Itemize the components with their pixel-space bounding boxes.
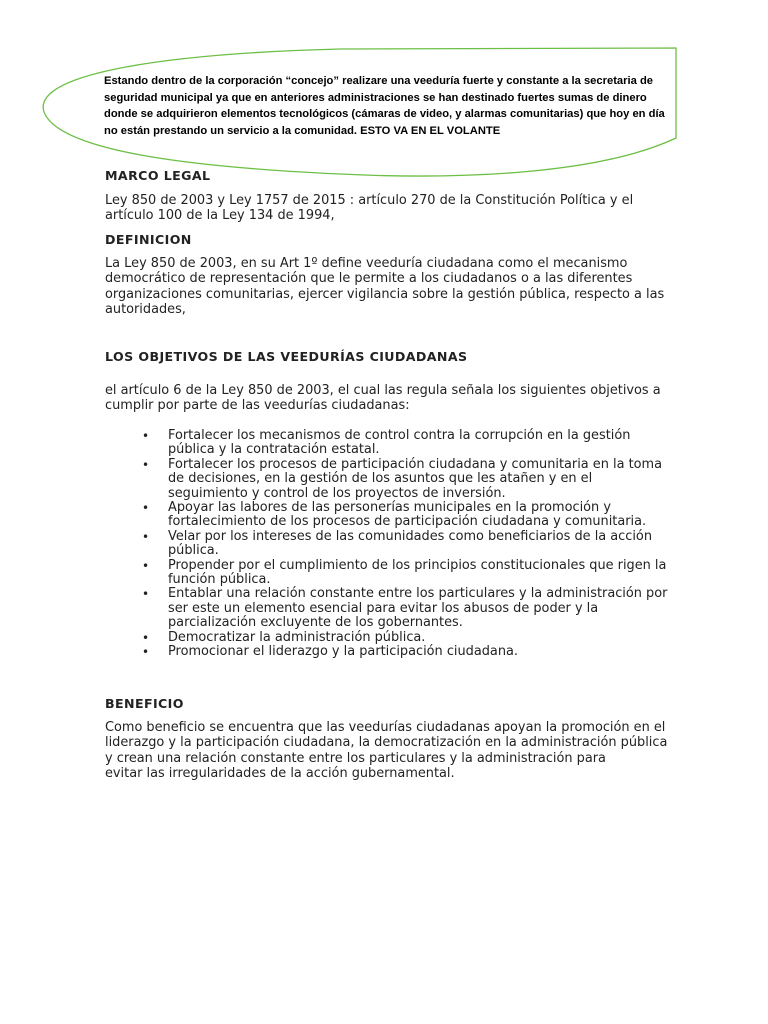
list-item-text: Fortalecer los procesos de participación ciudadana y comunitaria en la toma de decisiones, en la gestión de los asuntos que les atañen y en el seguimiento y control de los proyectos de inversión. — [168, 456, 662, 501]
bullet-icon: • — [142, 630, 150, 645]
list-item — [142, 530, 672, 559]
definicion-text: La Ley 850 de 2003, en su Art 1º define veeduría ciudadana como el mecanismo democrático de representación que le permite a los ciudadanos o a las diferentes organizaciones comunitarias, ejercer vigilancia sobre la gestión pública, respecto a las autoridades, — [105, 256, 665, 317]
beneficio-heading: BENEFICIO — [105, 696, 184, 711]
bullet-icon: • — [142, 501, 150, 516]
marco-legal-heading: MARCO LEGAL — [105, 168, 211, 183]
list-item — [142, 429, 672, 458]
beneficio-text: Como beneficio se encuentra que las veedurías ciudadanas apoyan la promoción en el liderazgo y la participación ciudadana, la democratización en la administración pública y crean una relación constante entre los particulares y la administración para — [105, 720, 668, 766]
volante-callout — [40, 46, 680, 178]
bullet-icon: • — [142, 429, 150, 443]
list-item — [142, 458, 672, 501]
list-item — [142, 559, 672, 588]
bullet-icon: • — [142, 587, 150, 602]
list-item-text: Promocionar el liderazgo y la participación ciudadana. — [168, 644, 518, 660]
list-item-text: Democratizar la administración pública. — [168, 629, 426, 645]
list-item — [142, 501, 672, 530]
bullet-icon: • — [142, 645, 150, 660]
bullet-icon: • — [142, 529, 150, 544]
marco-legal-text: Ley 850 de 2003 y Ley 1757 de 2015 : artículo 270 de la Constitución Política y el artículo 100 de la Ley 134 de 1994, — [105, 193, 634, 224]
list-item — [142, 631, 672, 645]
objetivos-list — [142, 429, 672, 660]
callout-text: Estando dentro de la corporación “concejo” realizare una veeduría fuerte y constante a la secretaria de seguridad municipal ya que en anteriores administraciones se han destinado fuertes sumas de dinero donde se adquirieron elementos tecnológicos (cámaras de video, y alarmas comunitarias) que hoy en día no están prestando un servicio a la comunidad. ESTO VA EN EL VOLANTE — [104, 75, 665, 137]
list-item-text: Fortalecer los mecanismos de control contra la corrupción en la gestión pública y la contratación estatal. — [168, 428, 631, 458]
objetivos-intro: el artículo 6 de la Ley 850 de 2003, el cual las regula señala los siguientes objetivos a cumplir por parte de las veedurías ciudadanas: — [105, 383, 661, 414]
bullet-icon: • — [142, 457, 150, 472]
bullet-icon: • — [142, 558, 150, 573]
list-item — [142, 587, 672, 630]
list-item-text: Apoyar las labores de las personerías municipales en la promoción y fortalecimiento de los procesos de participación ciudadana y comunitaria. — [168, 500, 647, 530]
objetivos-heading: LOS OBJETIVOS DE LAS VEEDURÍAS CIUDADANAS — [105, 349, 468, 364]
list-item-text: Propender por el cumplimiento de los principios constitucionales que rigen la función pública. — [168, 557, 667, 588]
list-item-text: Velar por los intereses de las comunidades como beneficiarios de la acción pública. — [168, 528, 652, 559]
list-item-text: Entablar una relación constante entre los particulares y la administración por ser este un elemento esencial para evitar los abusos de poder y la parcialización excluyente de los gobernantes. — [168, 586, 668, 631]
beneficio-text-block — [105, 720, 670, 781]
list-item — [142, 645, 672, 659]
beneficio-text-line2: evitar las irregularidades de la acción gubernamental. — [105, 765, 455, 781]
definicion-heading: DEFINICION — [105, 232, 192, 247]
